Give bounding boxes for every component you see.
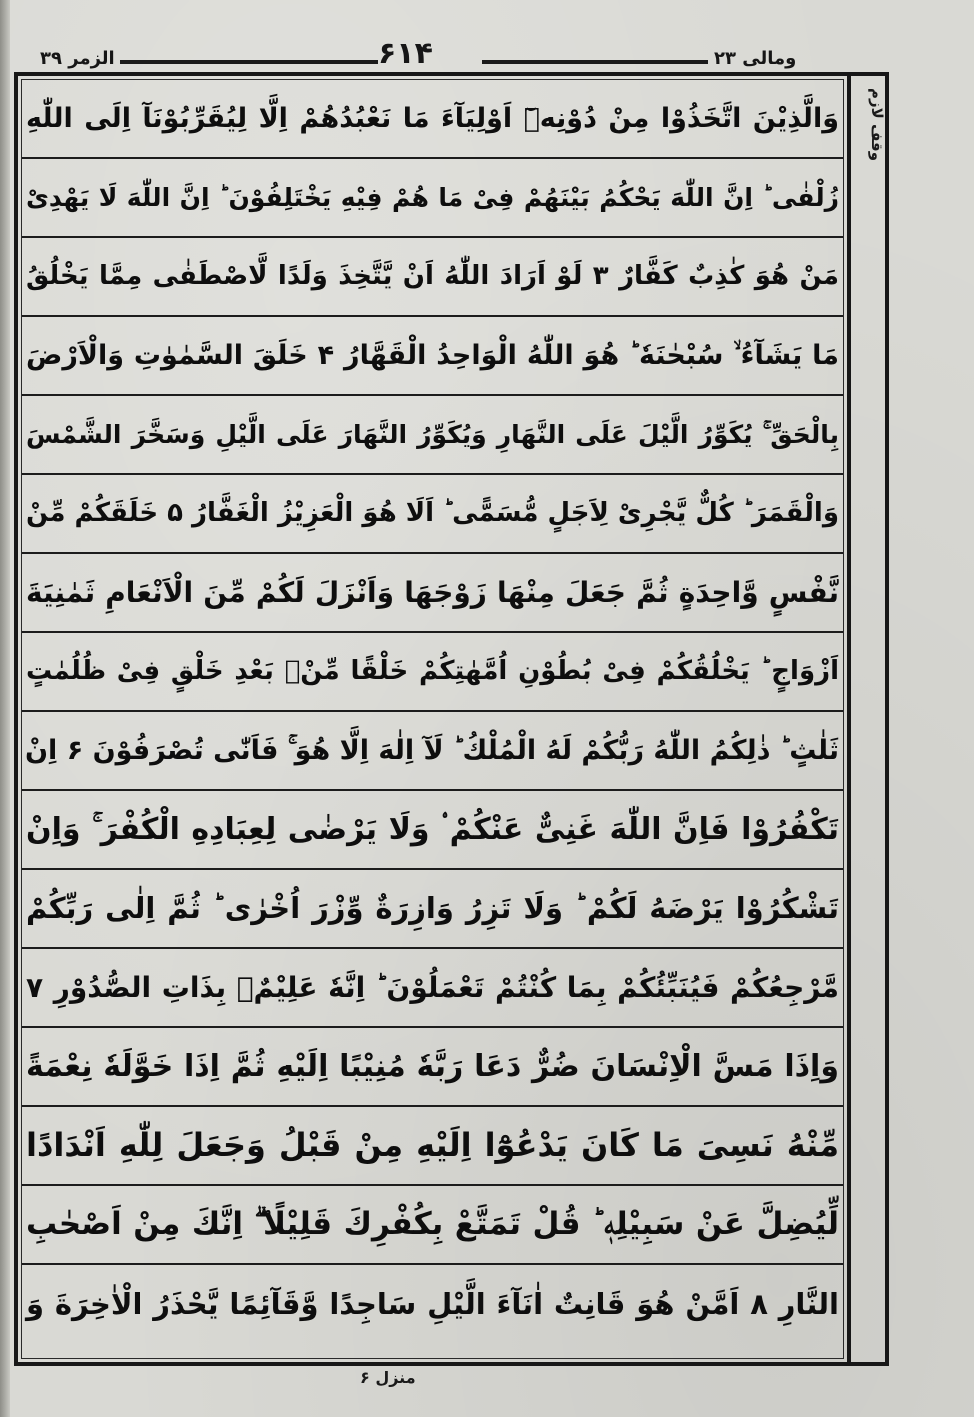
header-rule-right: [482, 60, 708, 64]
margin-note: وقف لازم: [868, 88, 886, 162]
verse-text: مَّرْجِعُكُمْ فَیُنَبِّئُكُمْ بِمَا كُنْتُمْ تَعْمَلُوْنَ ؕ اِنَّهٗ عَلِیْمٌۢ بِذَاتِ الصُّدُوْرِ ۷: [26, 971, 839, 1004]
page-number: ۶۱۴: [378, 36, 433, 71]
verse-text: وَاِذَا مَسَّ الْاِنْسَانَ ضُرٌّ دَعَا رَبَّهٗ مُنِیْبًا اِلَیْهِ ثُمَّ اِذَا خَوَّلَهٗ نِعْمَةً: [26, 1049, 839, 1084]
verse-text: وَالْقَمَرَ ؕ كُلٌّ یَّجْرِیْ لِاَجَلٍ مُّسَمًّى ؕ اَلَا هُوَ الْعَزِیْزُ الْغَفَّارُ ۵ خَلَقَكُمْ مِّنْ: [25, 498, 839, 528]
verse-line: [22, 238, 843, 317]
verse-line: [22, 554, 843, 633]
verse-text: زُلْفٰى ؕ اِنَّ اللّٰهَ یَحْكُمُ بَیْنَهُمْ فِیْ مَا هُمْ فِیْهِ یَخْتَلِفُوْنَ ؕ اِنَّ اللّٰهَ لَا یَهْدِیْ: [26, 183, 839, 212]
verse-line: [22, 396, 843, 475]
verse-line: [22, 80, 843, 159]
verse-text: تَشْكُرُوْا یَرْضَهُ لَكُمْ ؕ وَلَا تَزِرُ وَازِرَةٌ وِّزْرَ اُخْرٰى ؕ ثُمَّ اِلٰى رَبِّكُمْ: [26, 891, 839, 925]
verse-lines: [22, 80, 843, 1358]
margin-column: [851, 72, 889, 1366]
verse-text: تَكْفُرُوْا فَاِنَّ اللّٰهَ غَنِیٌّ عَنْكُمْ ۟ وَلَا یَرْضٰى لِعِبَادِهِ الْكُفْرَ ۚ وَاِنْ: [26, 812, 839, 847]
verse-line: [22, 1186, 843, 1265]
verse-text: اَزْوَاجٍ ؕ یَخْلُقُكُمْ فِیْ بُطُوْنِ اُمَّهٰتِكُمْ خَلْقًا مِّنْۢ بَعْدِ خَلْقٍ فِیْ ظُلُمٰتٍ: [26, 656, 839, 686]
verse-text: مَنْ هُوَ كٰذِبٌ كَفَّارٌ ۳ لَوْ اَرَادَ اللّٰهُ اَنْ یَّتَّخِذَ وَلَدًا لَّاصْطَفٰى مِمَّا یَخْلُقُ: [26, 261, 840, 291]
verse-line: [22, 712, 843, 791]
verse-line: [22, 159, 843, 238]
verse-text: مَا یَشَآءُ ۙ سُبْحٰنَهٗ ؕ هُوَ اللّٰهُ الْوَاحِدُ الْقَهَّارُ ۴ خَلَقَ السَّمٰوٰتِ وَالْاَرْضَ: [26, 340, 839, 371]
verse-line: [22, 870, 843, 949]
verse-text: ثَلٰثٍ ؕ ذٰلِكُمُ اللّٰهُ رَبُّكُمْ لَهُ الْمُلْكُ ؕ لَآ اِلٰهَ اِلَّا هُوَ ۚ فَاَنّٰى تُصْرَفُوْنَ ۶ اِنْ: [24, 735, 839, 766]
verse-text: مِّنْهُ نَسِیَ مَا كَانَ یَدْعُوْٓا اِلَیْهِ مِنْ قَبْلُ وَجَعَلَ لِلّٰهِ اَنْدَادًا: [26, 1126, 839, 1164]
verse-text: لِّیُضِلَّ عَنْ سَبِیْلِهٖ ؕ قُلْ تَمَتَّعْ بِكُفْرِكَ قَلِیْلًا ۖۗ اِنَّكَ مِنْ اَصْحٰبِ: [26, 1206, 839, 1242]
surah-label: الزمر ۳۹: [40, 48, 115, 69]
verse-line: [22, 475, 843, 554]
verse-line: [22, 1265, 843, 1344]
binding-edge: [0, 0, 10, 1417]
verse-text: نَّفْسٍ وَّاحِدَةٍ ثُمَّ جَعَلَ مِنْهَا زَوْجَهَا وَاَنْزَلَ لَكُمْ مِّنَ الْاَنْعَامِ ثَمٰنِیَةَ: [26, 576, 839, 609]
verse-line: [22, 633, 843, 712]
verse-text: بِالْحَقِّ ۚ یُكَوِّرُ الَّیْلَ عَلَى النَّهَارِ وَیُكَوِّرُ النَّهَارَ عَلَى الَّیْلِ وَسَخَّرَ الشَّمْسَ: [26, 420, 839, 449]
verse-line: [22, 949, 843, 1028]
manzil-label: منزل ۶: [360, 1368, 416, 1387]
verse-line: [22, 1028, 843, 1107]
header-rule-left: [120, 60, 378, 64]
verse-line: [22, 791, 843, 870]
verse-text: وَالَّذِیْنَ اتَّخَذُوْا مِنْ دُوْنِهٖٓ اَوْلِیَآءَ مَا نَعْبُدُهُمْ اِلَّا لِیُقَرِّبُوْنَآ اِلَى اللّٰهِ: [26, 103, 839, 134]
verse-text: النَّارِ ۸ اَمَّنْ هُوَ قَانِتٌ اٰنَآءَ الَّیْلِ سَاجِدًا وَّقَآئِمًا یَّحْذَرُ الْاٰخِرَةَ وَ: [26, 1287, 839, 1321]
para-label: ومالی ۲۳: [714, 48, 797, 69]
verse-line: [22, 317, 843, 396]
verse-line: [22, 1107, 843, 1186]
page-header: [20, 36, 844, 70]
